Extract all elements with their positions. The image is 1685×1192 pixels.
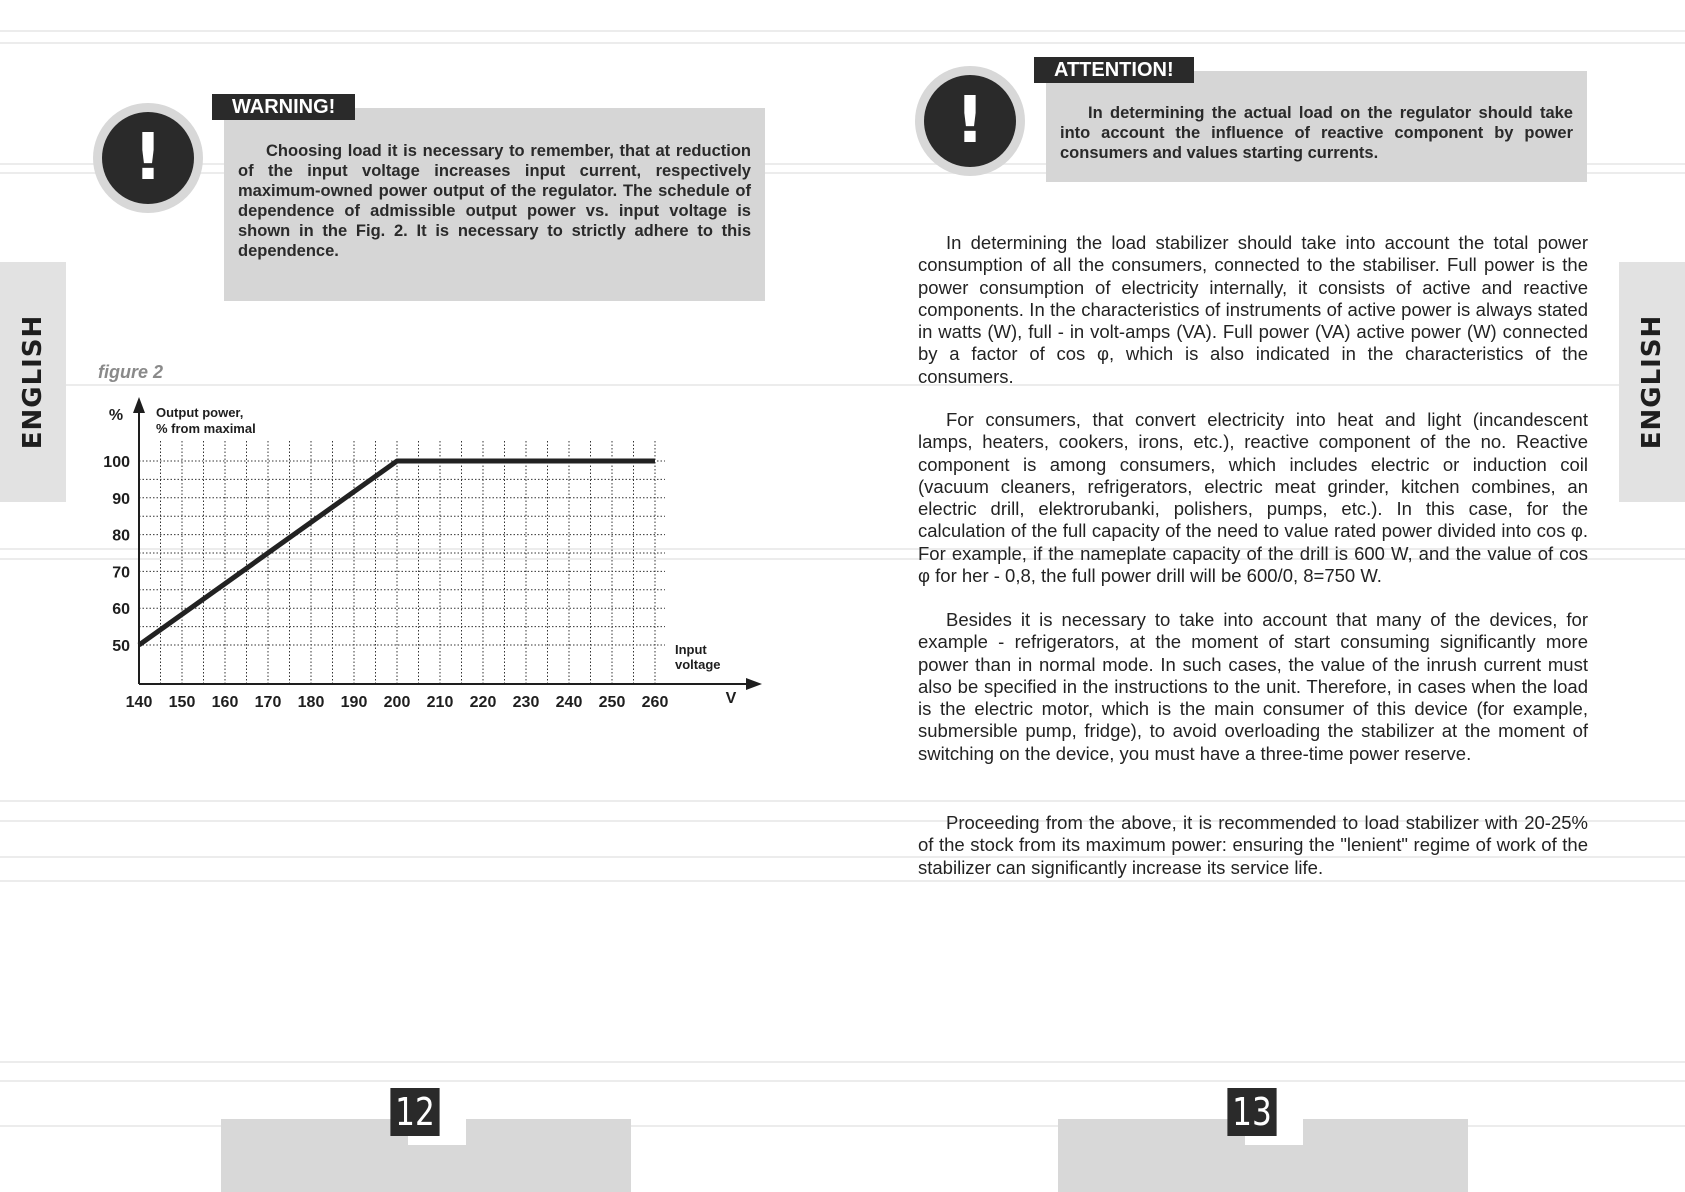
body-paragraph-4: Proceeding from the above, it is recommended to load stabilizer with 20-25% of the stock from its maximum power: ensuring the "lenient" regime of work of the stabilizer can significantly increase its service life. <box>918 812 1588 878</box>
x-tick-label: 160 <box>211 694 239 711</box>
background-line <box>0 880 1685 882</box>
x-tick-label: 180 <box>297 694 325 711</box>
attention-label: ATTENTION! <box>1034 57 1194 83</box>
language-tab-right <box>1619 262 1685 502</box>
page-number-right: 13 <box>1227 1088 1276 1136</box>
warning-text: Choosing load it is necessary to remember, that at reduction of the input voltage increases input current, respectively maximum-owned power output of the regulator. The schedule of dependence of admissible output power vs. input voltage is shown in the Fig. 2. It is necessary to strictly adhere to this dependence. <box>238 142 751 260</box>
y-tick-label: 100 <box>103 454 130 471</box>
language-tab-left <box>0 262 66 502</box>
background-line <box>0 800 1685 802</box>
x-axis-arrow <box>746 678 762 690</box>
figure-caption: figure 2 <box>98 362 164 382</box>
y-tick-label: 80 <box>112 527 130 545</box>
x-tick-label: 200 <box>383 694 411 711</box>
x-axis-unit: V <box>725 690 737 707</box>
x-tick-label: 210 <box>426 694 454 711</box>
y-axis-arrow <box>133 397 145 413</box>
x-tick-label: 250 <box>598 694 626 711</box>
x-tick-label: 240 <box>555 694 583 711</box>
body-paragraph-2: For consumers, that convert electricity into heat and light (incandescent lamps, heaters, cookers, irons, etc.), reactive component of the no. Reactive component is among consumers, which includes electric or induction coil (vacuum cleaners, refrigerators, electric meat grinder, kitchen combines, an electric drill, elektrorubanki, polishers, pumps, etc.). In this case, for the calculation of the full capacity of the need to value rated power divided into cos φ. For example, if the nameplate capacity of the drill is 600 W, and the value of cos φ for her - 0,8, the full power drill will be 600/0, 8=750 W. <box>918 409 1588 587</box>
attention-text: In determining the actual load on the regulator should take into account the influence of reactive component by power consumers and values starting currents. <box>1060 104 1573 162</box>
background-line <box>0 1061 1685 1063</box>
y-axis-unit: % <box>108 407 124 424</box>
output-power-chart <box>90 395 770 715</box>
x-tick-label: 170 <box>254 694 282 711</box>
y-axis-label: % from maximal <box>156 421 256 436</box>
language-label: ENGLISH <box>18 314 48 450</box>
y-tick-label: 50 <box>112 638 130 655</box>
background-line <box>0 42 1685 44</box>
x-tick-label: 220 <box>469 694 497 711</box>
language-label: ENGLISH <box>1637 314 1667 450</box>
x-tick-label: 230 <box>512 694 540 711</box>
exclamation-icon: ! <box>915 66 1025 176</box>
y-tick-label: 90 <box>112 490 130 508</box>
x-tick-label: 150 <box>168 694 196 711</box>
x-tick-label: 190 <box>340 694 368 711</box>
y-tick-label: 70 <box>112 564 130 582</box>
body-paragraph-3: Besides it is necessary to take into account that many of the devices, for example - refrigerators, at the moment of start consuming significantly more power than in normal mode. In such cases, the value of the inrush current must also be specified in the instructions to the unit. Therefore, in cases when the load is the electric motor, which is the main consumer of this device (for example, submersible pump, fridge), to avoid overloading the stabilizer at the moment of switching on the device, you must have a three-time power reserve. <box>918 609 1588 764</box>
exclamation-icon: ! <box>93 103 203 213</box>
page-number-left: 12 <box>390 1088 439 1136</box>
background-line <box>0 30 1685 32</box>
body-paragraph-1: In determining the load stabilizer should take into account the total power consumption of all the consumers, connected to the stabiliser. Full power is the power consumption of electricity internally, it consists of active and reactive components. In the characteristics of instruments of active power is always stated in watts (W), full - in volt-amps (VA). Full power (VA) active power (W) connected by a factor of cos φ, which is also indicated in the characteristics of the consumers. <box>918 232 1588 387</box>
background-line <box>0 1080 1685 1082</box>
x-axis-label: voltage <box>675 657 721 672</box>
x-tick-label: 260 <box>641 694 669 711</box>
y-tick-label: 60 <box>112 601 130 619</box>
x-tick-label: 140 <box>125 694 153 711</box>
warning-label: WARNING! <box>212 94 355 120</box>
y-axis-label: Output power, <box>156 405 244 420</box>
x-axis-label: Input <box>675 642 707 657</box>
